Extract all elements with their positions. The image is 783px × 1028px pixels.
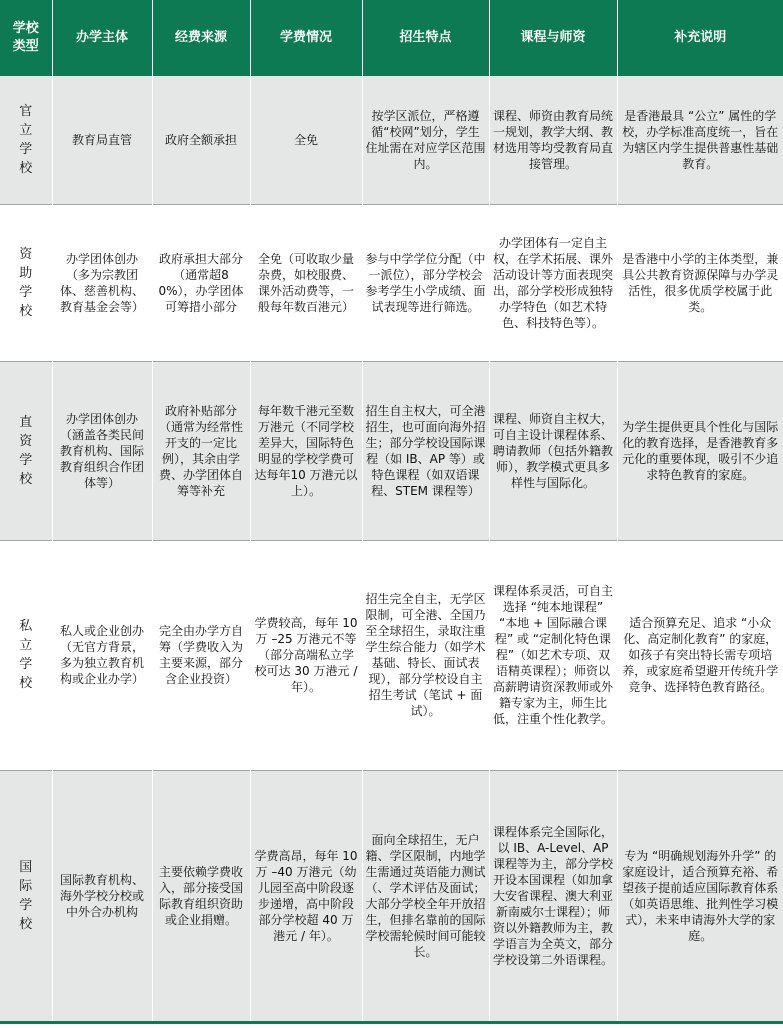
table-row — [0, 540, 783, 770]
table-row — [0, 204, 783, 361]
cell-tuition: 全免（可收取少量杂费，如校服费、课外活动费等，一般每年数百港元） — [250, 204, 362, 361]
header-type: 学校类型 — [0, 0, 52, 76]
cell-curriculum: 课程体系完全国际化，以 IB、A-Level、AP 课程等为主，部分学校开设本国课程（如加拿大安省课程、澳大利亚新南威尔士课程）；师资以外籍教师为主，教学语言为全英文，部分学校设第二外语课程。 — [489, 770, 617, 1022]
cell-operator: 教育局直管 — [52, 76, 152, 204]
header-operator: 办学主体 — [52, 0, 152, 76]
cell-curriculum: 课程、师资自主权大，可自主设计课程体系、聘请教师（包括外籍教师），教学模式更具多样性与国际化。 — [489, 361, 617, 540]
cell-operator: 私人或企业创办（无官方背景，多为独立教育机构或企业办学） — [52, 540, 152, 770]
header-admission: 招生特点 — [362, 0, 489, 76]
cell-tuition: 学费较高，每年 10 万 –25 万港元不等（部分高端私立学校可达 30 万港元 / 年）。 — [250, 540, 362, 770]
cell-admission: 按学区派位，严格遵循“校网”划分，学生住址需在对应学区范围内。 — [362, 76, 489, 204]
cell-funding: 主要依赖学费收入，部分接受国际教育组织资助或企业捐赠。 — [152, 770, 250, 1022]
cell-type: 资助学校 — [0, 204, 52, 361]
cell-type: 官立学校 — [0, 76, 52, 204]
cell-operator: 办学团体创办（涵盖各类民间教育机构、国际教育组织合作团体等） — [52, 361, 152, 540]
table-row — [0, 76, 783, 204]
cell-funding: 政府全额承担 — [152, 76, 250, 204]
cell-type: 直资学校 — [0, 361, 52, 540]
cell-notes: 是香港最具 “公立” 属性的学校，办学标准高度统一，旨在为辖区内学生提供普惠性基础教育。 — [617, 76, 783, 204]
cell-tuition: 学费高昂，每年 10 万 –40 万港元（幼儿园至高中阶段逐步递增，高中阶段部分学校超 40 万港元 / 年）。 — [250, 770, 362, 1022]
table-row — [0, 770, 783, 1022]
cell-notes: 适合预算充足、追求 “小众化、高定制化教育” 的家庭，如孩子有突出特长需专项培养，或家庭希望避开传统升学竞争、选择特色教育路径。 — [617, 540, 783, 770]
cell-admission: 招生完全自主，无学区限制，可全港、全国乃至全球招生，录取注重学生综合能力（如学术基础、特长、面试表现），部分学校设自主招生考试（笔试 + 面试）。 — [362, 540, 489, 770]
table-row — [0, 361, 783, 540]
cell-type: 国际学校 — [0, 770, 52, 1022]
cell-admission: 面向全球招生，无户籍、学区限制，内地学生需通过英语能力测试（、学术评估及面试；大部分学校全年开放招生，但排名靠前的国际学校需轮候时间可能较长。 — [362, 770, 489, 1022]
table-body — [0, 76, 783, 1022]
header-funding: 经费来源 — [152, 0, 250, 76]
cell-curriculum: 课程、师资由教育局统一规划，教学大纲、教材选用等均受教育局直接管理。 — [489, 76, 617, 204]
cell-funding: 完全由办学方自筹（学费收入为主要来源，部分含企业投资） — [152, 540, 250, 770]
cell-operator: 国际教育机构、海外学校分校或中外合办机构 — [52, 770, 152, 1022]
cell-admission: 参与中学学位分配（中一派位），部分学校会参考学生小学成绩、面试表现等进行筛选。 — [362, 204, 489, 361]
cell-tuition: 每年数千港元至数万港元（不同学校差异大，国际特色明显的学校学费可达每年10 万港元以上）。 — [250, 361, 362, 540]
cell-tuition: 全免 — [250, 76, 362, 204]
cell-notes: 是香港中小学的主体类型，兼具公共教育资源保障与办学灵活性，很多优质学校属于此类。 — [617, 204, 783, 361]
header-row — [0, 0, 783, 76]
header-notes: 补充说明 — [617, 0, 783, 76]
cell-notes: 专为 “明确规划海外升学” 的家庭设计，适合预算充裕、希望孩子提前适应国际教育体系（如英语思维、批判性学习模式），未来申请海外大学的家庭。 — [617, 770, 783, 1022]
cell-admission: 招生自主权大，可全港招生，也可面向海外招生；部分学校设国际课程（如 IB、AP 等）或特色课程（如双语课程、STEM 课程等） — [362, 361, 489, 540]
cell-funding: 政府补贴部分（通常为经常性开支的一定比例），其余由学费、办学团体自筹等补充 — [152, 361, 250, 540]
cell-curriculum: 办学团体有一定自主权，在学术拓展、课外活动设计等方面表现突出，部分学校形成独特办学特色（如艺术特色、科技特色等）。 — [489, 204, 617, 361]
header-curriculum: 课程与师资 — [489, 0, 617, 76]
cell-type: 私立学校 — [0, 540, 52, 770]
cell-notes: 为学生提供更具个性化与国际化的教育选择，是香港教育多元化的重要体现，吸引不少追求特色教育的家庭。 — [617, 361, 783, 540]
cell-operator: 办学团体创办（多为宗教团体、慈善机构、教育基金会等） — [52, 204, 152, 361]
header-tuition: 学费情况 — [250, 0, 362, 76]
cell-curriculum: 课程体系灵活，可自主选择 “纯本地课程” “本地 + 国际融合课程” 或 “定制化特色课程”（如艺术专项、双语精英课程）；师资以高薪聘请资深教师或外籍专家为主，师生比低，注重个性化教学。 — [489, 540, 617, 770]
cell-funding: 政府承担大部分（通常超80%），办学团体可筹措小部分 — [152, 204, 250, 361]
table-header — [0, 0, 783, 76]
